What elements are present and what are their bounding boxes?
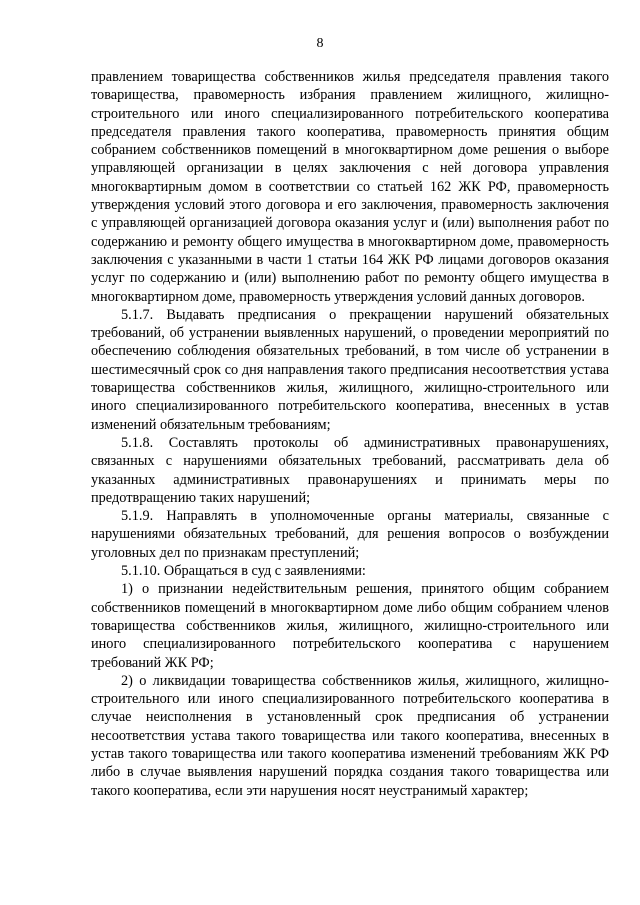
page-number: 8 <box>316 36 324 51</box>
paragraph-continuation: правлением товарищества собственников жилья председателя правления такого товарищества, правомерность избрания правлением жилищного, жилищно-строительного или иного специализированного потребительского кооператива председателя правления такого кооператива, правомерность принятия общим собранием собственников помещений в многоквартирном доме решения о выборе управляющей организации в целях заключения с ней договора управления многоквартирным домом в соответствии со статьей 162 ЖК РФ, правомерность утверждения условий этого договора и его заключения, правомерность заключения с управляющей организацией договора оказания услуг и (или) выполнения работ по содержанию и ремонту общего имущества в многоквартирном доме, правомерность заключения с указанными в части 1 статьи 164 ЖК РФ лицами договоров оказания услуг по содержанию и (или) выполнению работ по ремонту общего имущества в многоквартирном доме, правомерность утверждения условий данных договоров. <box>91 69 609 305</box>
list-item-2: 2) о ликвидации товарищества собственников жилья, жилищного, жилищно-строительного или иного специализированного потребительского кооператива в случае неисполнения в установленный срок предписания об устранении несоответствия устава такого товарищества или такого кооператива, внесенных в устав такого товарищества или такого кооператива изменений требованиям ЖК РФ либо в случае выявления нарушений порядка создания такого товарищества или такого кооператива, если эти нарушения носят неустранимый характер; <box>91 672 609 799</box>
paragraph-5-1-7: 5.1.7. Выдавать предписания о прекращении нарушений обязательных требований, об устранении выявленных нарушений, о проведении мероприятий по обеспечению соблюдения обязательных требований, в том числе об устранении в шестимесячный срок со дня направления такого предписания несоответствия устава товарищества собственников жилья, жилищного, жилищно-строительного или иного специализированного потребительского кооператива, внесенных в устав изменений обязательным требованиям; <box>91 306 609 433</box>
document-body <box>91 68 609 800</box>
paragraph-5-1-8: 5.1.8. Составлять протоколы об административных правонарушениях, связанных с нарушениями обязательных требований, рассматривать дела об указанных административных правонарушениях и принимать меры по предотвращению таких нарушений; <box>91 434 609 506</box>
paragraph-5-1-9: 5.1.9. Направлять в уполномоченные органы материалы, связанные с нарушениями обязательных требований, для решения вопросов о возбуждении уголовных дел по признакам преступлений; <box>91 508 609 561</box>
paragraph-5-1-10: 5.1.10. Обращаться в суд с заявлениями: <box>121 563 366 580</box>
list-item-1: 1) о признании недействительным решения, принятого общим собранием собственников помещений в многоквартирном доме либо общим собранием членов товарищества собственников жилья, жилищного, жилищно-строительного или иного специализированного потребительского кооператива с нарушением требований ЖК РФ; <box>91 581 609 671</box>
